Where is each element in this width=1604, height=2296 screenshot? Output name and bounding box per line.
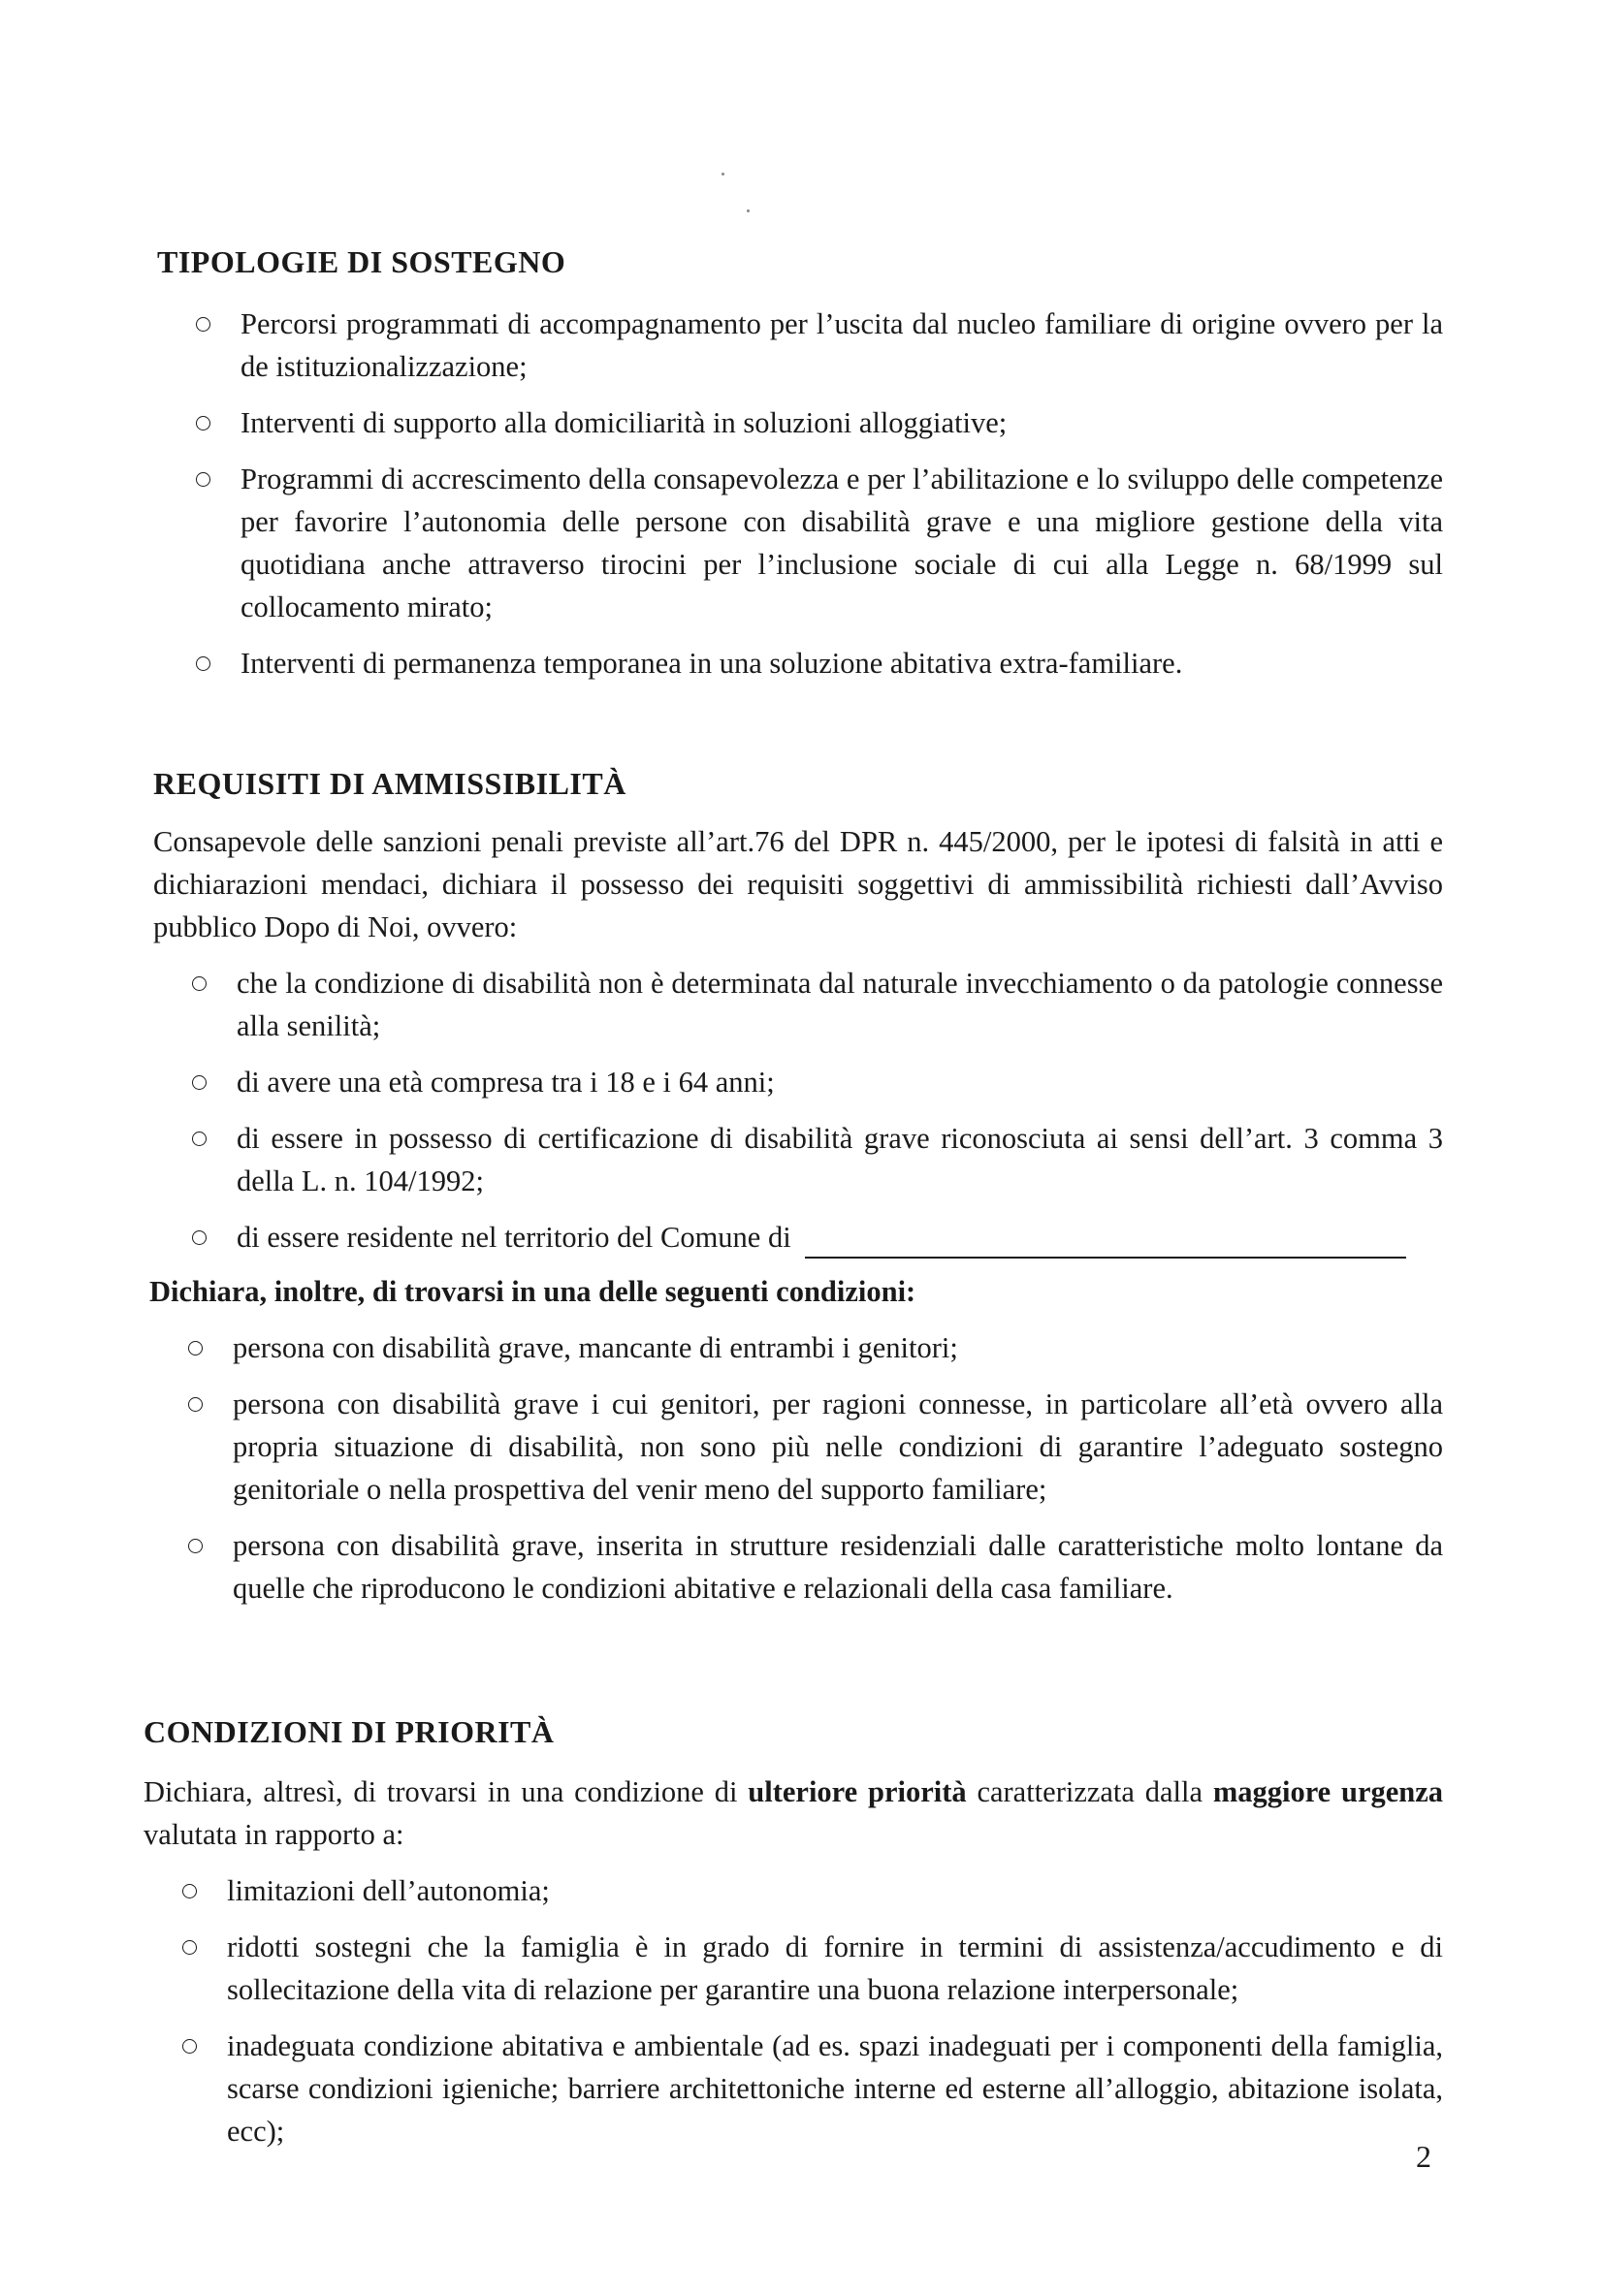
list-item: Interventi di permanenza temporanea in una soluzione abitativa extra-familiare.	[186, 642, 1443, 685]
circle-bullet-icon	[192, 976, 207, 991]
section-title-tipologie: TIPOLOGIE DI SOSTEGNO	[157, 244, 566, 279]
list-item: persona con disabilità grave i cui genitori, per ragioni connesse, in particolare all’età ovvero alla propria situazione di disabilità, non sono più nelle condizioni di garantire l’adeguato sostegno genitoriale o nella prospettiva del venir meno del supporto familiare;	[178, 1383, 1443, 1511]
conditions-heading: Dichiara, inoltre, di trovarsi in una delle seguenti condizioni:	[149, 1275, 916, 1308]
circle-bullet-icon	[188, 1341, 203, 1355]
circle-bullet-icon	[182, 1940, 197, 1955]
circle-bullet-icon	[182, 2039, 197, 2054]
section-title-priorita: CONDIZIONI DI PRIORITÀ	[144, 1714, 555, 1749]
requisiti-list	[153, 962, 1443, 1259]
section-tipologie	[157, 242, 1443, 698]
circle-bullet-icon	[192, 1132, 207, 1146]
list-item: Interventi di supporto alla domiciliarità in soluzioni alloggiative;	[186, 401, 1443, 444]
scan-speck	[722, 173, 724, 175]
scan-speck	[747, 209, 750, 212]
list-item: ridotti sostegni che la famiglia è in grado di fornire in termini di assistenza/accudimento e di sollecitazione della vita di relazione per garantire una buona relazione interpersonale;	[173, 1926, 1443, 2011]
circle-bullet-icon	[188, 1539, 203, 1553]
circle-bullet-icon	[196, 317, 210, 332]
priorita-intro: Dichiara, altresì, di trovarsi in una condizione di ulteriore priorità caratterizzata dalla maggiore urgenza valutata in rapporto a:	[144, 1775, 1444, 1851]
section-requisiti	[149, 764, 1443, 1623]
circle-bullet-icon	[196, 416, 210, 430]
circle-bullet-icon	[182, 1884, 197, 1898]
circle-bullet-icon	[196, 472, 210, 487]
circle-bullet-icon	[188, 1397, 203, 1412]
requisiti-intro: Consapevole delle sanzioni penali previste all’art.76 del DPR n. 445/2000, per le ipotesi di falsità in atti e dichiarazioni mendaci, dichiara il possesso dei requisiti soggettivi di ammissibilità richiesti dall’Avviso pubblico Dopo di Noi, ovvero:	[153, 825, 1443, 943]
section-priorita	[144, 1712, 1443, 2166]
list-item: persona con disabilità grave, mancante di entrambi i genitori;	[178, 1326, 1443, 1369]
priorita-list	[144, 1869, 1443, 2152]
page-number: 2	[1416, 2139, 1431, 2174]
circle-bullet-icon	[192, 1075, 207, 1090]
section-title-requisiti: REQUISITI DI AMMISSIBILITÀ	[153, 766, 626, 801]
list-item: Percorsi programmati di accompagnamento per l’uscita dal nucleo familiare di origine ovvero per la de istituzionalizzazione;	[186, 303, 1443, 388]
list-item: inadeguata condizione abitativa e ambientale (ad es. spazi inadeguati per i componenti della famiglia, scarse condizioni igieniche; barriere architettoniche interne ed esterne all’alloggio, abitazione isolata, ecc);	[173, 2025, 1443, 2152]
list-item: Programmi di accrescimento della consapevolezza e per l’abilitazione e lo sviluppo delle competenze per favorire l’autonomia delle persone con disabilità grave e una migliore gestione della vita quotidiana anche attraverso tirocini per l’inclusione sociale di cui alla Legge n. 68/1999 sul collocamento mirato;	[186, 458, 1443, 628]
list-item: limitazioni dell’autonomia;	[173, 1869, 1443, 1912]
tipologie-list	[157, 303, 1443, 685]
conditions-list	[153, 1326, 1443, 1610]
list-item: persona con disabilità grave, inserita in strutture residenziali dalle caratteristiche molto lontane da quelle che riproducono le condizioni abitative e relazionali della casa familiare.	[178, 1524, 1443, 1610]
circle-bullet-icon	[196, 656, 210, 671]
list-item: che la condizione di disabilità non è determinata dal naturale invecchiamento o da patologie connesse alla senilità;	[182, 962, 1443, 1047]
list-item: di essere in possesso di certificazione di disabilità grave riconosciuta ai sensi dell’art. 3 comma 3 della L. n. 104/1992;	[182, 1117, 1443, 1202]
list-item-residence: di essere residente nel territorio del Comune di	[182, 1216, 1443, 1259]
list-item: di avere una età compresa tra i 18 e i 64 anni;	[182, 1061, 1443, 1103]
circle-bullet-icon	[192, 1230, 207, 1245]
comune-blank-field[interactable]	[805, 1228, 1406, 1259]
